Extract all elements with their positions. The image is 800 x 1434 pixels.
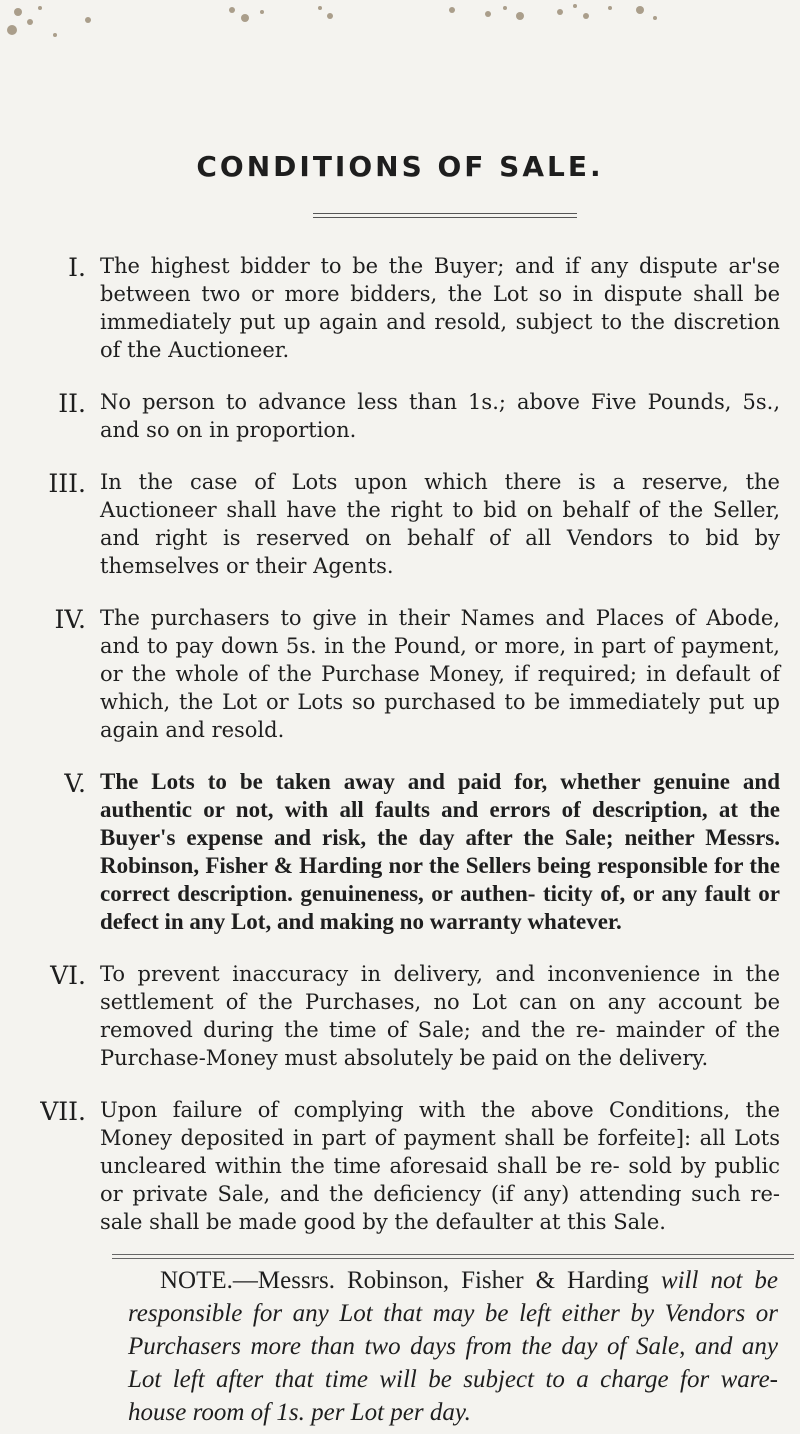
condition-numeral: I.	[68, 253, 86, 282]
condition-text: The Lots to be taken away and paid for, whether genuine and authentic or not, with all faults and errors of description, at the Buyer's expense and risk, the day after the Sale; neither Messrs. Robinson, Fisher & Harding nor the Sellers being responsible for the correct description. genuineness, or authen- ticity of, or any fault or defect in any Lot, and making no warranty whatever.	[100, 769, 780, 934]
condition-text: No person to advance less than 1s.; above Five Pounds, 5s., and so on in proportion.	[100, 390, 780, 442]
footer-note	[128, 1264, 778, 1429]
condition-numeral: III.	[48, 469, 86, 498]
condition-numeral: VI.	[50, 961, 86, 990]
condition-text: The purchasers to give in their Names and Places of Abode, and to pay down 5s. in the Pound, or more, in part of payment, or the whole of the Purchase Money, if required; in default of which, the Lot or Lots so purchased to be immediately put up again and resold.	[100, 606, 780, 742]
page-title: CONDITIONS OF SALE.	[196, 150, 604, 183]
condition-numeral: VII.	[40, 1097, 86, 1126]
note-divider	[112, 1254, 794, 1259]
condition-text: Upon failure of complying with the above Conditions, the Money deposited in part of payment shall be forfeite]: all Lots uncleared within the time aforesaid shall be re- sold by public or private Sale, and the deficiency (if any) attending such re-sale shall be made good by the defaulter at this Sale.	[100, 1098, 780, 1234]
condition-text: To prevent inaccuracy in delivery, and inconvenience in the settlement of the Purchases, no Lot can on any account be removed during the time of Sale; and the re- mainder of the Purchase-Money must absolutely be paid on the delivery.	[100, 962, 780, 1070]
condition-numeral: V.	[64, 769, 86, 798]
condition-text: The highest bidder to be the Buyer; and if any dispute ar'se between two or more bidders, the Lot so in dispute shall be immediately put up again and resold, subject to the discretion of the Auctioneer.	[100, 254, 780, 362]
condition-numeral: II.	[58, 389, 86, 418]
paper-stain-decoration	[0, 0, 800, 90]
condition-numeral: IV.	[54, 605, 86, 634]
title-divider	[313, 213, 577, 218]
condition-text: In the case of Lots upon which there is a reserve, the Auctioneer shall have the right to bid on behalf of the Seller, and right is reserved on behalf of all Vendors to bid by themselves or their Agents.	[100, 470, 780, 578]
note-text: will not be responsible for any Lot that may be left either by Vendors or Purchasers more than two days from the day of Sale, and any Lot left after that time will be subject to a charge for ware- house room of 1s. per Lot per day.	[128, 1267, 778, 1426]
note-label: NOTE.—Messrs. Robinson, Fisher & Harding	[160, 1267, 649, 1294]
